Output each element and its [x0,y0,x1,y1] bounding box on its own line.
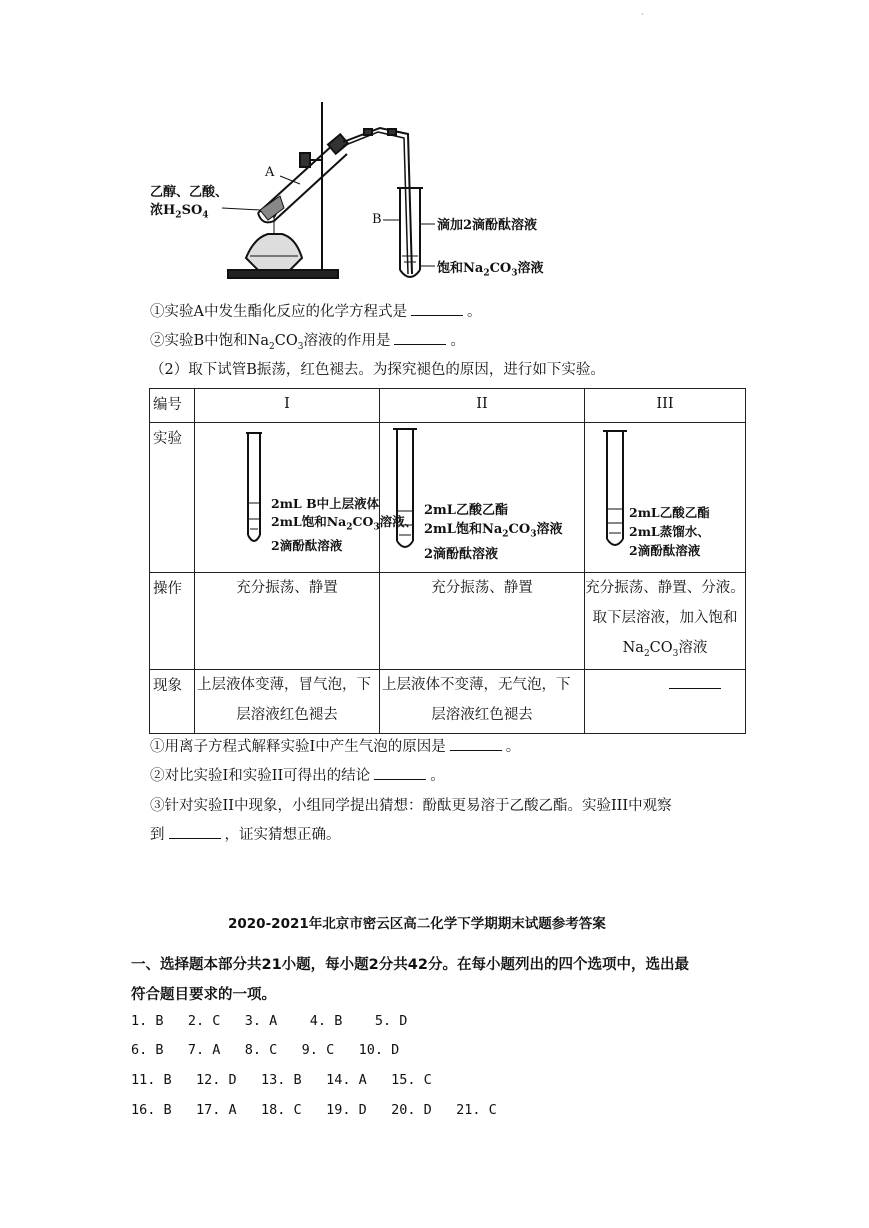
phenomenon-ii: 上层液体不变薄，无气泡，下 层溶液红色褪去 [380,669,585,733]
delivery-tube [343,128,412,274]
stand-base [228,270,338,278]
exp-iii-cell [585,423,746,573]
op-i: 充分振荡、静置 [195,573,380,670]
test-tube-i [239,429,269,549]
section-heading-line2: 符合题目要求的一项。 [131,987,276,1003]
test-tube-ii [388,425,422,555]
header-i: I [195,389,380,423]
answer-blank[interactable] [394,332,446,345]
followup-1: ①用离子方程式解释实验I中产生气泡的原因是 。 [150,739,521,755]
experiment-table [149,388,746,734]
tube-label-2: 饱和$Na_2CO_3$溶液 [437,261,544,279]
page-dot: · [641,10,644,19]
answer-row-1: 1. B 2. C 3. A 4. B 5. D [131,1013,408,1029]
answer-row-4: 16. B 17. A 18. C 19. D 20. D 21. C [131,1102,497,1118]
reagents-label [150,184,228,225]
test-tube-iii [599,427,631,553]
followup-3-line2: 到 ，证实猜想正确。 [150,827,341,843]
reagents-line1: 乙醇、乙酸、 [150,185,229,200]
phenomenon-iii [585,669,746,733]
answer-blank[interactable] [450,738,502,751]
answer-key-title: 2020-2021年北京市密云区高二化学下学期期末试题参考答案 [228,916,606,932]
burner-flask [246,234,302,270]
row-label-experiment: 实验 [150,423,195,573]
answer-blank[interactable] [669,676,721,689]
header-number: 编号 [150,389,195,423]
header-iii: III [585,389,746,423]
exp-i-labels: 2mL B中上层液体 2mL饱和$Na_2CO_3$溶液、 2滴酚酞溶液 [271,496,418,553]
section-heading-line1: 一、选择题本部分共21小题，每小题2分共42分。在每小题列出的四个选项中，选出最 [131,957,689,973]
question-2: ②实验B中饱和$Na_2CO_3$溶液的作用是 。 [150,333,465,352]
label-b: B [372,212,382,227]
exp-i-cell [195,423,418,573]
answer-row-3: 11. B 12. D 13. B 14. A 15. C [131,1072,432,1088]
question-3: （2）取下试管B振荡，红色褪去。为探究褪色的原因，进行如下实验。 [150,362,605,378]
row-label-phenomenon: 现象 [150,669,195,733]
reagents-line2: 浓$H_2SO_4$ [150,203,209,221]
followup-2: ②对比实验I和实验II可得出的结论 。 [150,768,445,784]
answer-blank[interactable] [169,826,221,839]
exp-iii-labels: 2mL乙酸乙酯 2mL蒸馏水、 2滴酚酞溶液 [629,505,710,558]
exp-ii-cell [380,423,585,573]
answer-row-2: 6. B 7. A 8. C 9. C 10. D [131,1042,400,1058]
op-iii: 充分振荡、静置、分液。 取下层溶液，加入饱和 $Na_2CO_3$溶液 [585,573,746,670]
tube-label-1: 滴加2滴酚酞溶液 [437,218,538,233]
answer-blank[interactable] [411,303,463,316]
exp-ii-labels: 2mL乙酸乙酯 2mL饱和$Na_2CO_3$溶液 2滴酚酞溶液 [424,503,563,562]
header-ii: II [380,389,585,423]
row-label-operation: 操作 [150,573,195,670]
op-ii: 充分振荡、静置 [380,573,585,670]
phenomenon-i: 上层液体变薄，冒气泡，下 层溶液红色褪去 [195,669,380,733]
followup-3-line1: ③针对实验II中现象，小组同学提出猜想：酚酞更易溶于乙酸乙酯。实验III中观察 [150,798,672,814]
label-a: A [265,165,275,180]
question-1: ①实验A中发生酯化反应的化学方程式是 。 [150,304,482,320]
answer-blank[interactable] [374,767,426,780]
